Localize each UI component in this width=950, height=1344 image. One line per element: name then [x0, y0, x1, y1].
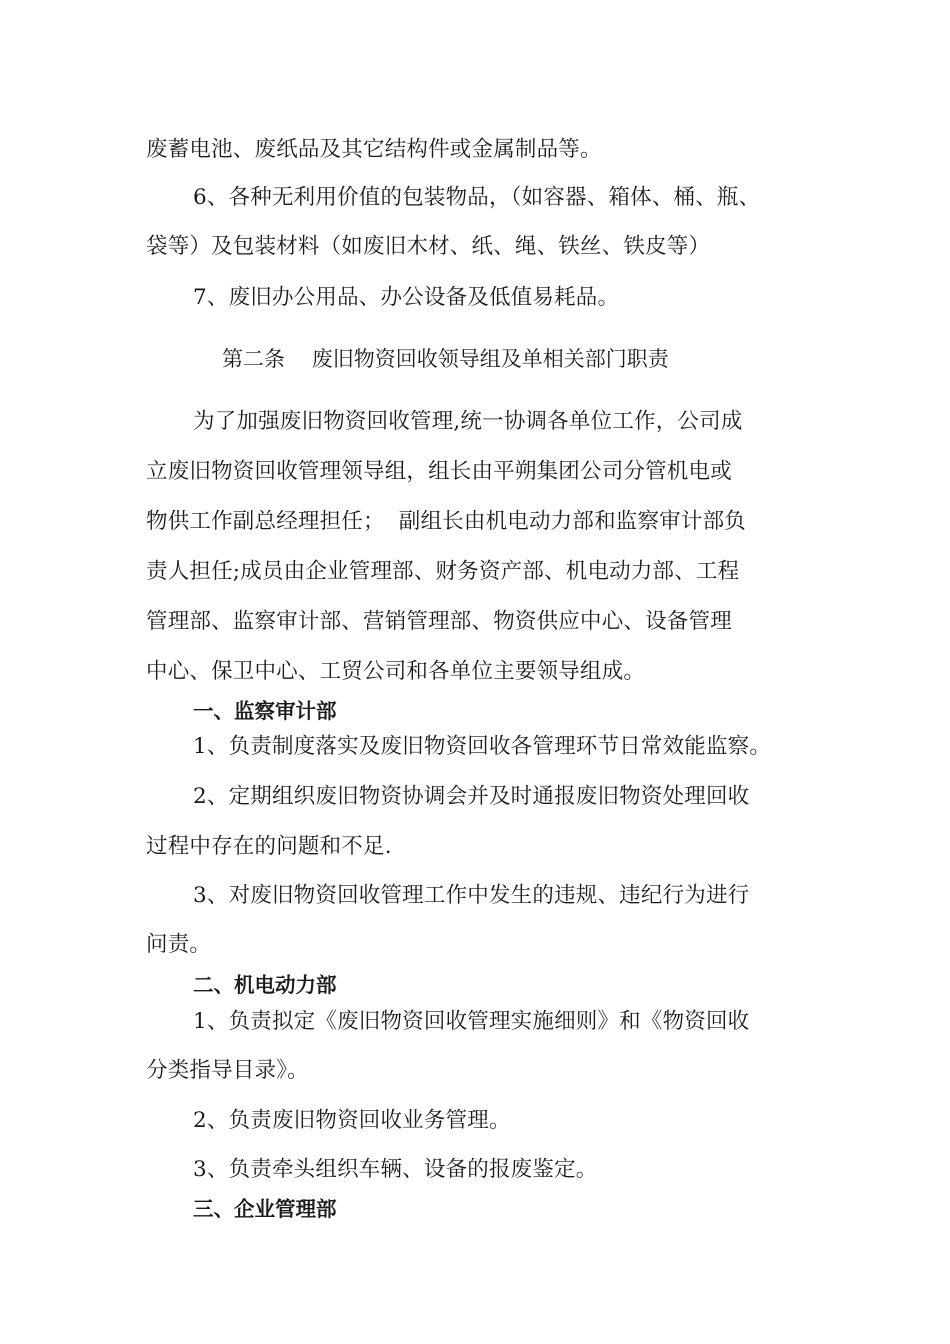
text-line: 为了加强废旧物资回收管理,统一协调各单位工作，公司成 — [193, 409, 743, 434]
article-heading: 第二条 废旧物资回收领导组及单相关部门职责 — [222, 347, 669, 371]
text-line: 3、对废旧物资回收管理工作中发生的违规、违纪行为进行 — [193, 883, 750, 908]
section-heading: 三、企业管理部 — [193, 1197, 337, 1221]
text-line: 物供工作副总经理担任； 副组长由机电动力部和监察审计部负 — [146, 509, 746, 534]
text-line: 立废旧物资回收管理领导组，组长由平朔集团公司分管机电或 — [146, 459, 732, 484]
text-line: 2、负责废旧物资回收业务管理。 — [193, 1108, 511, 1133]
text-line: 袋等）及包装材料（如废旧木材、纸、绳、铁丝、铁皮等） — [146, 234, 711, 259]
text-line: 问责。 — [146, 932, 212, 957]
text-line: 3、负责牵头组织车辆、设备的报废鉴定。 — [193, 1157, 598, 1182]
section-heading: 二、机电动力部 — [193, 973, 337, 997]
section-heading: 一、监察审计部 — [193, 699, 337, 723]
text-line: 分类指导目录》。 — [146, 1058, 309, 1083]
text-line: 7、废旧办公用品、办公设备及低值易耗品。 — [193, 285, 620, 310]
text-line: 2、定期组织废旧物资协调会并及时通报废旧物资处理回收 — [193, 784, 750, 809]
text-line: 1、负责制度落实及废旧物资回收各管理环节日常效能监察。 — [193, 734, 772, 759]
text-line: 中心、保卫中心、工贸公司和各单位主要领导组成。 — [146, 659, 646, 684]
text-line: 责人担任;成员由企业管理部、财务资产部、机电动力部、工程 — [146, 559, 740, 584]
text-line: 过程中存在的问题和不足. — [146, 834, 392, 859]
text-line: 管理部、监察审计部、营销管理部、物资供应中心、设备管理 — [146, 609, 732, 634]
text-line: 1、负责拟定《废旧物资回收管理实施细则》和《物资回收 — [193, 1009, 750, 1034]
text-line: 废蓄电池、废纸品及其它结构件或金属制品等。 — [146, 137, 602, 162]
text-line: 6、各种无利用价值的包装物品，（如容器、箱体、桶、瓶、 — [193, 185, 761, 210]
